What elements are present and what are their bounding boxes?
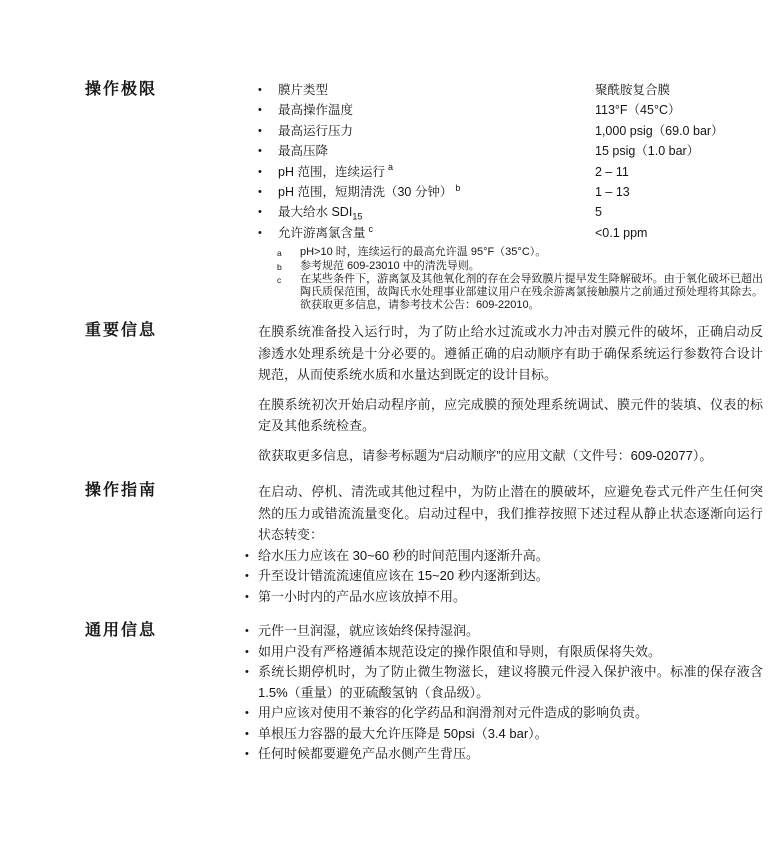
bullet-text: 单根压力容器的最大允许压降是 50psi（3.4 bar）。 xyxy=(258,725,548,741)
bullet-icon: • xyxy=(245,645,249,658)
list-item xyxy=(245,724,763,745)
paragraph: 在膜系统准备投入运行时，为了防止给水过流或水力冲击对膜元件的破坏，正确启动反渗透水处理系统是十分必要的。遵循正确的启动顺序有助于确保系统运行参数符合设计规范，从而使系统水质和水量达到既定的设计目标。 xyxy=(258,324,763,383)
list-item xyxy=(245,566,763,587)
spec-value: 15 psig（1.0 bar） xyxy=(595,144,700,159)
spec-label: pH 范围，连续运行 $^a$ xyxy=(278,162,393,179)
section-heading-general-information: 通用信息 xyxy=(85,622,158,640)
bullet-icon: • xyxy=(258,84,262,96)
bullet-text: 任何时候都要避免产品水侧产生背压。 xyxy=(258,746,480,762)
section-body-general-information xyxy=(245,621,763,765)
bullet-text: 元件一旦润湿，就应该始终保持湿润。 xyxy=(258,623,480,639)
footnote-marker: c xyxy=(277,275,282,286)
bullet-icon: • xyxy=(258,104,262,117)
spec-row xyxy=(258,202,763,222)
spec-value: 5 xyxy=(595,205,602,220)
bullet-icon: • xyxy=(258,145,262,158)
spec-label: pH 范围，短期清洗（30 分钟） $^b$ xyxy=(278,182,461,200)
bullet-icon: • xyxy=(258,124,262,137)
spec-row xyxy=(258,182,763,202)
section-body-operating-guidelines xyxy=(245,481,763,607)
section-heading-important-information: 重要信息 xyxy=(85,322,158,340)
bullet-icon: • xyxy=(258,206,262,219)
spec-row xyxy=(258,141,763,161)
spec-row xyxy=(258,121,763,141)
section-operating-limits xyxy=(85,80,765,311)
footnote-marker: b xyxy=(277,261,282,272)
list-item xyxy=(245,744,763,765)
footnote xyxy=(277,260,763,274)
bullet-icon: • xyxy=(245,625,249,638)
spec-label: 最大给水 $SDI_{15}$ xyxy=(278,205,363,222)
spec-row xyxy=(258,162,763,182)
footnote xyxy=(277,273,763,311)
section-body-important-information xyxy=(258,321,763,466)
list-item xyxy=(245,703,763,724)
footnote xyxy=(277,246,763,260)
paragraph: 在启动、停机、清洗或其他过程中，为防止潜在的膜破坏，应避免卷式元件产生任何突然的压力或错流流量变化。启动过程中，我们推荐按照下述过程从静止状态逐渐向运行状态转变： xyxy=(258,484,763,543)
list-item xyxy=(245,662,763,703)
bullet-icon: • xyxy=(258,226,262,239)
spec-value: 1 – 13 xyxy=(595,185,630,200)
spec-value: <0.1 ppm xyxy=(595,225,648,240)
bullet-icon: • xyxy=(245,727,249,740)
spec-value: 2 – 11 xyxy=(595,164,629,179)
bullet-icon: • xyxy=(245,549,249,562)
paragraph: 欲获取更多信息，请参考标题为“启动顺序”的应用文献（文件号：609-02077）。 xyxy=(258,447,713,463)
paragraph: 在膜系统初次开始启动程序前，应完成膜的预处理系统调试、膜元件的装填、仪表的标定及其他系统检查。 xyxy=(258,396,763,434)
spec-label: 允许游离氯含量 $^c$ xyxy=(278,223,374,240)
bullet-text: 第一小时内的产品水应该放掉不用。 xyxy=(258,588,467,604)
operating-limits-list xyxy=(258,80,763,243)
section-body-operating-limits xyxy=(258,80,763,311)
bullet-text: 用户应该对使用不兼容的化学药品和润滑剂对元件造成的影响负责。 xyxy=(258,705,649,721)
spec-value: 113°F（45°C） xyxy=(595,103,681,118)
guideline-bullet-list xyxy=(245,546,763,608)
footnote-text: pH>10 时，连续运行的最高允许温 95°F（35°C）。 xyxy=(300,246,547,259)
list-item xyxy=(245,642,763,663)
section-heading-operating-limits: 操作极限 xyxy=(85,81,158,98)
bullet-text: 系统长期停机时，为了防止微生物滋长，建议将膜元件浸入保护液中。标准的保存液含 1.5%（重量）的亚硫酸氢钠（食品级）。 xyxy=(258,664,763,700)
spec-label: 最高压降 xyxy=(278,144,329,159)
bullet-icon: • xyxy=(245,748,249,761)
bullet-text: 如用户没有严格遵循本规范设定的操作限值和导则，有限质保将失效。 xyxy=(258,643,662,659)
footnote-list xyxy=(277,246,763,311)
section-important-information xyxy=(85,321,765,466)
spec-row xyxy=(258,223,763,243)
spec-row xyxy=(258,100,763,120)
spec-label: 膜片类型 xyxy=(278,83,329,97)
bullet-icon: • xyxy=(245,570,249,583)
list-item xyxy=(245,621,763,642)
bullet-icon: • xyxy=(245,590,249,603)
bullet-text: 给水压力应该在 30~60 秒的时间范围内逐渐升高。 xyxy=(258,547,549,563)
section-operating-guidelines xyxy=(85,481,765,607)
bullet-icon: • xyxy=(245,666,249,679)
spec-label: 最高操作温度 xyxy=(278,103,354,118)
bullet-icon: • xyxy=(258,186,262,199)
footnote-marker: a xyxy=(277,248,282,259)
spec-row xyxy=(258,80,763,100)
bullet-icon: • xyxy=(245,707,249,720)
section-heading-operating-guidelines: 操作指南 xyxy=(85,482,158,500)
spec-label: 最高运行压力 xyxy=(278,123,354,138)
section-general-information xyxy=(85,621,765,765)
bullet-text: 升至设计错流流速值应该在 15~20 秒内逐渐到达。 xyxy=(258,568,549,584)
spec-value: 聚酰胺复合膜 xyxy=(595,83,671,97)
spec-value: 1,000 psig（69.0 bar） xyxy=(595,123,724,138)
general-info-bullet-list xyxy=(245,621,763,765)
footnote-text: 在某些条件下，游离氯及其他氧化剂的存在会导致膜片提早发生降解破坏。由于氧化破坏已超出陶氏质保范围，故陶氏水处理事业部建议用户在残余游离氯接触膜片之前通过预处理将其除去。欲获取更多信息，请参考技术公告：609-22010。 xyxy=(300,273,763,311)
bullet-icon: • xyxy=(258,165,262,178)
footnote-text: 参考规范 609-23010 中的清洗导则。 xyxy=(300,259,480,272)
list-item xyxy=(245,546,763,567)
list-item xyxy=(245,587,763,608)
